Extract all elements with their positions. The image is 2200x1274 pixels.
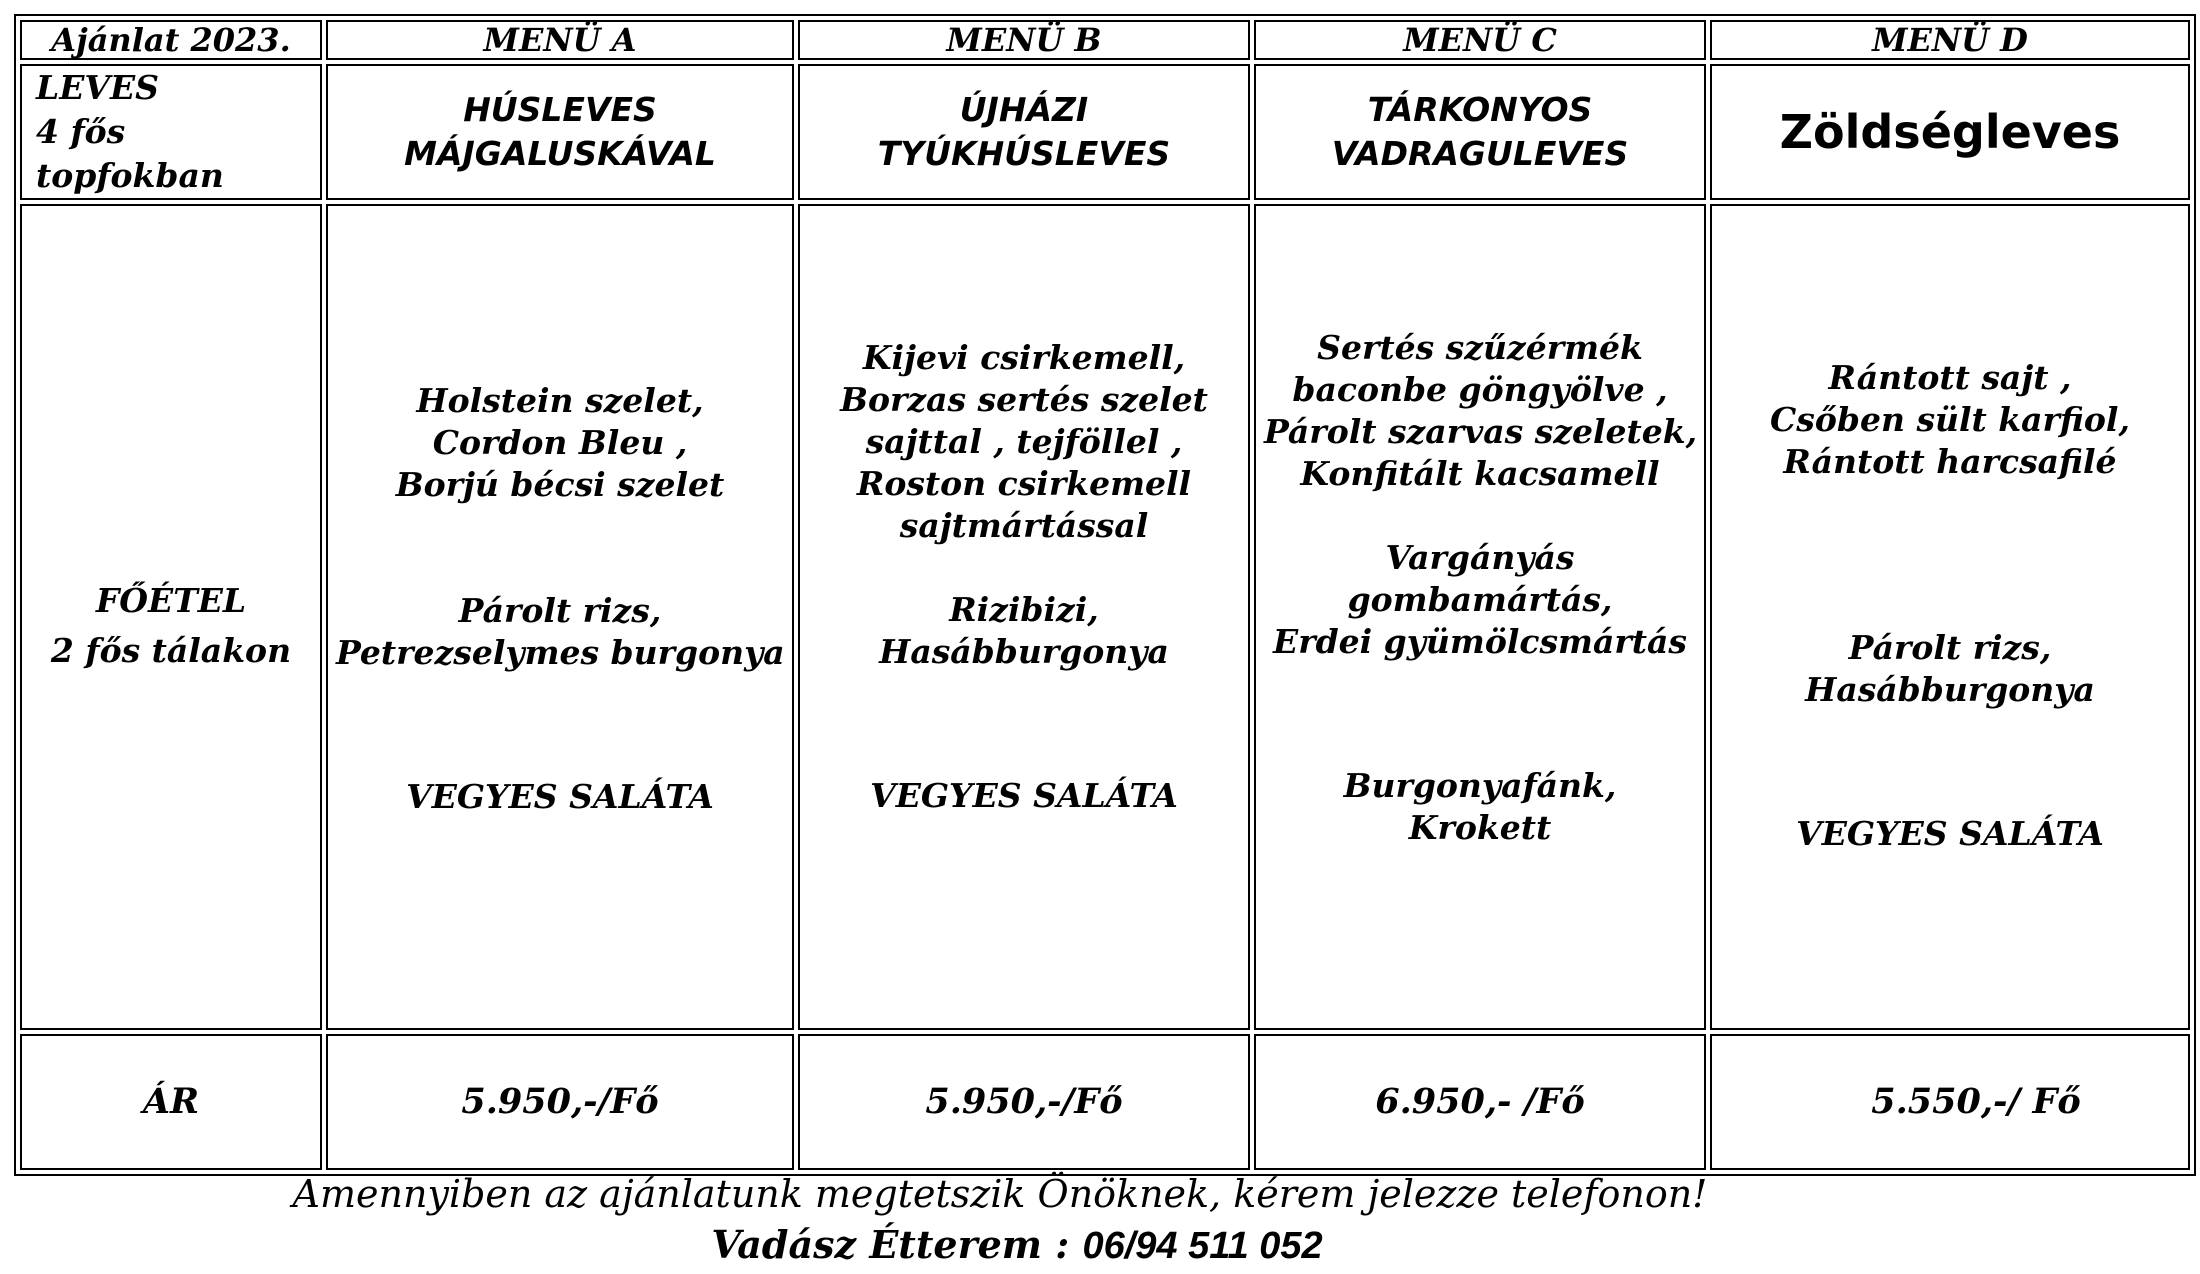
footer-contact — [0, 1222, 2034, 1268]
menu-a-soup — [326, 64, 794, 200]
menu-c-main — [1254, 204, 1706, 1030]
menu-c-main-item: Konfitált kacsamell — [1300, 454, 1660, 493]
menu-b-salad: VEGYES SALÁTA — [870, 776, 1178, 815]
menu-b-main-item: sajttal , tejföllel , — [865, 422, 1183, 461]
soup-label: LEVES — [36, 68, 159, 107]
menu-a-main-item: Cordon Bleu , — [432, 423, 688, 462]
price-label: ÁR — [20, 1034, 322, 1170]
main-course-label: FŐÉTEL — [95, 581, 247, 620]
menu-d-side-item: Hasábburgonya — [1805, 670, 2095, 709]
main-course-serving-note: 2 fős tálakon — [50, 631, 292, 670]
menu-d-main — [1710, 204, 2190, 1030]
menu-c-main-item: baconbe göngyölve , — [1292, 370, 1668, 409]
menu-a-main-item: Holstein szelet, — [416, 381, 704, 420]
menu-b-soup: ÚJHÁZI TYÚKHÚSLEVES — [798, 64, 1250, 200]
menu-offer-table — [14, 14, 2196, 1176]
menu-c-header: MENÜ C — [1254, 20, 1706, 60]
menu-c-side-item: Krokett — [1408, 808, 1552, 847]
menu-b-header: MENÜ B — [798, 20, 1250, 60]
menu-d-side-item: Párolt rizs, — [1848, 628, 2052, 667]
header-row — [20, 20, 2190, 60]
menu-c-soup-line1: TÁRKONYOS — [1367, 90, 1593, 129]
main-course-row — [20, 204, 2190, 1030]
menu-c-sauce-item: Erdei gyümölcsmártás — [1273, 622, 1687, 661]
offer-year-cell: Ajánlat 2023. — [20, 20, 322, 60]
menu-c-main-item: Sertés szűzérmék — [1317, 328, 1643, 367]
menu-b-main-item: Borzas sertés szelet — [840, 380, 1208, 419]
soup-row — [20, 64, 2190, 200]
phone-number: 06/94 511 052 — [1082, 1225, 1323, 1267]
menu-d-main-item: Csőben sült karfiol, — [1770, 400, 2130, 439]
menu-a-price: 5.950,-/Fő — [326, 1034, 794, 1170]
menu-b-main-item: Kijevi csirkemell, — [862, 338, 1186, 377]
menu-c-sauce-item: gombamártás, — [1347, 580, 1613, 619]
menu-d-header: MENÜ D — [1710, 20, 2190, 60]
soup-serving-note: 4 fős topfokban — [36, 112, 224, 195]
menu-d-main-item: Rántott harcsafilé — [1783, 442, 2117, 481]
menu-b-side-item: Hasábburgonya — [879, 632, 1169, 671]
menu-a-header: MENÜ A — [326, 20, 794, 60]
price-row — [20, 1034, 2190, 1170]
restaurant-name: Vadász Étterem : — [711, 1222, 1083, 1267]
soup-label-cell — [20, 64, 322, 200]
menu-c-sauce-item: Vargányás — [1385, 538, 1575, 577]
menu-b-main-item: sajtmártással — [899, 506, 1149, 545]
menu-c-main-item: Párolt szarvas szeletek, — [1264, 412, 1698, 451]
menu-d-soup: Zöldségleves — [1710, 64, 2190, 200]
footer-note: Amennyiben az ajánlatunk megtetszik Önöknek, kérem jelezze telefonon! — [292, 1172, 1708, 1216]
menu-a-soup-line1: HÚSLEVES — [463, 90, 657, 129]
menu-b-price: 5.950,-/Fő — [798, 1034, 1250, 1170]
menu-c-price: 6.950,- /Fő — [1254, 1034, 1706, 1170]
menu-b-main-item: Roston csirkemell — [856, 464, 1192, 503]
menu-a-side-item: Párolt rizs, — [458, 591, 662, 630]
menu-b-side-item: Rizibizi, — [949, 590, 1099, 629]
main-course-label-cell — [20, 204, 322, 1030]
menu-c-side-item: Burgonyafánk, — [1343, 766, 1617, 805]
menu-a-salad: VEGYES SALÁTA — [406, 777, 714, 816]
menu-d-salad: VEGYES SALÁTA — [1796, 814, 2104, 853]
menu-a-main-item: Borjú bécsi szelet — [395, 465, 725, 504]
menu-d-price: 5.550,-/ Fő — [1710, 1034, 2190, 1170]
menu-d-main-item: Rántott sajt , — [1828, 358, 2072, 397]
menu-a-soup-line2: MÁJGALUSKÁVAL — [404, 134, 716, 173]
menu-b-main — [798, 204, 1250, 1030]
menu-a-side-item: Petrezselymes burgonya — [336, 633, 785, 672]
menu-a-main — [326, 204, 794, 1030]
menu-c-soup-line2: VADRAGULEVES — [1331, 134, 1629, 173]
menu-c-soup — [1254, 64, 1706, 200]
